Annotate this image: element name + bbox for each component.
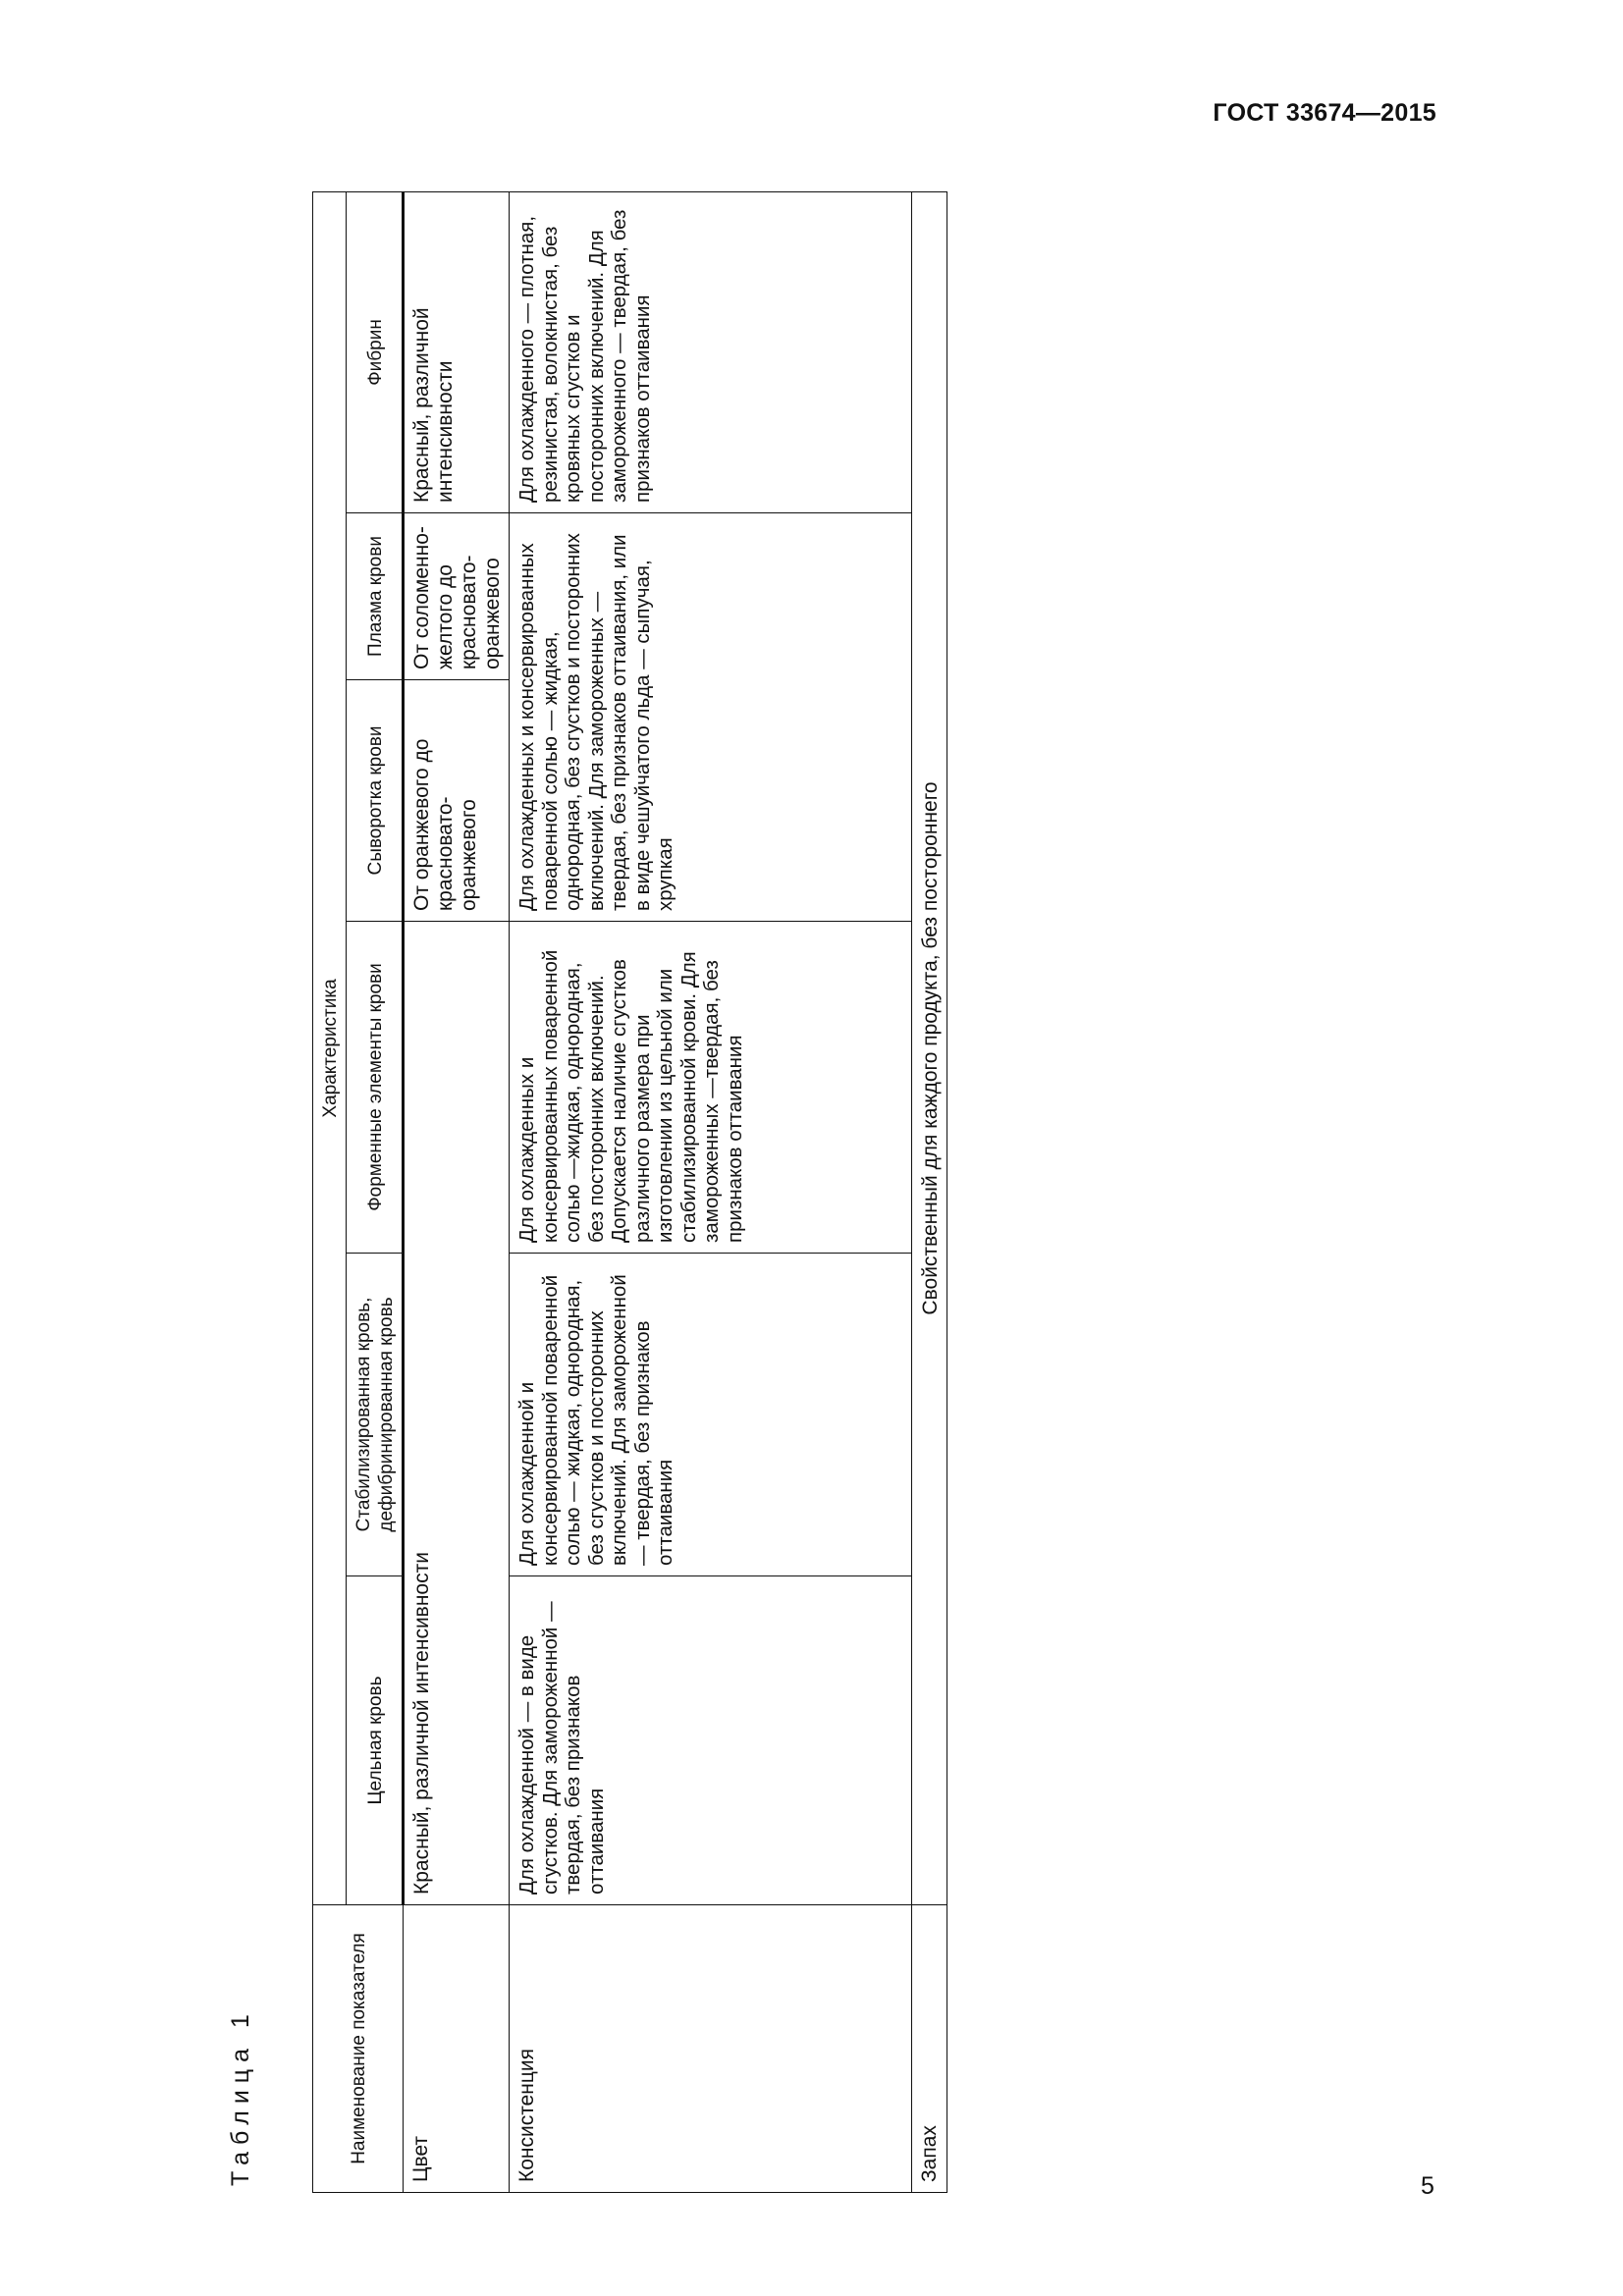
page-number: 5: [1421, 2172, 1434, 2200]
header-stabilized-blood: Стабилизированная кровь, дефибринированная кровь: [347, 1254, 404, 1576]
header-formed-elements: Форменные элементы крови: [347, 922, 404, 1254]
header-characteristic: Характеристика: [313, 191, 347, 1904]
cell-color-plasma: От соломенно-желтого до красновато-оранжевого: [404, 513, 510, 680]
cell-color-serum: От оранжевого до красновато-оранжевого: [404, 680, 510, 922]
cell-color-merged: Красный, различной интенсивности: [404, 922, 510, 1905]
cell-consistency-stabilized: Для охлажденной и консервированной поваренной солью — жидкая, однородная, без сгустков и посторонних включений. Для замороженной — твердая, без признаков оттаивания: [510, 1254, 912, 1576]
characteristics-table: [312, 191, 947, 2193]
table-row-color: [404, 191, 510, 2192]
header-plasma: Плазма крови: [347, 513, 404, 680]
row-label-smell: Запах: [912, 1905, 947, 2193]
header-fibrin: Фибрин: [347, 191, 404, 512]
cell-consistency-formed-elements: Для охлажденных и консервированных поваренной солью —жидкая, однородная, без посторонних включений. Допускается наличие сгустков различного размера при изготовлении из цельной или стабилизированной крови. Для замороженных —твердая, без признаков оттаивания: [510, 922, 912, 1254]
cell-smell: Свойственный для каждого продукта, без постороннего: [912, 191, 947, 1904]
cell-consistency-whole-blood: Для охлажденной — в виде сгустков. Для замороженной — твердая, без признаков оттаивания: [510, 1576, 912, 1905]
cell-consistency-fibrin: Для охлажденного — плотная, резинистая, волокнистая, без кровяных сгустков и посторонних включений. Для замороженного — твердая, без признаков оттаивания: [510, 191, 912, 512]
header-serum: Сыворотка крови: [347, 680, 404, 922]
table-row-consistency: [510, 191, 912, 2192]
table-row-smell: [912, 191, 947, 2192]
cell-color-fibrin: Красный, различной интенсивности: [404, 191, 510, 512]
header-indicator-name: Наименование показателя: [313, 1905, 404, 2193]
table-frame: [312, 192, 942, 2193]
cell-consistency-serum-plasma: Для охлажденных и консервированных поваренной солью — жидкая, однородная, без сгустков и посторонних включений. Для замороженных — твердая, без признаков оттаивания, или в виде чешуйчатого льда — сыпучая, хрупкая: [510, 513, 912, 922]
header-whole-blood: Цельная кровь: [347, 1576, 404, 1905]
document-code: ГОСТ 33674—2015: [1213, 99, 1436, 127]
rotated-table-container: [312, 192, 942, 2193]
table-caption: Таблица 1: [227, 2007, 254, 2186]
row-label-color: Цвет: [404, 1905, 510, 2193]
row-label-consistency: Консистенция: [510, 1905, 912, 2193]
